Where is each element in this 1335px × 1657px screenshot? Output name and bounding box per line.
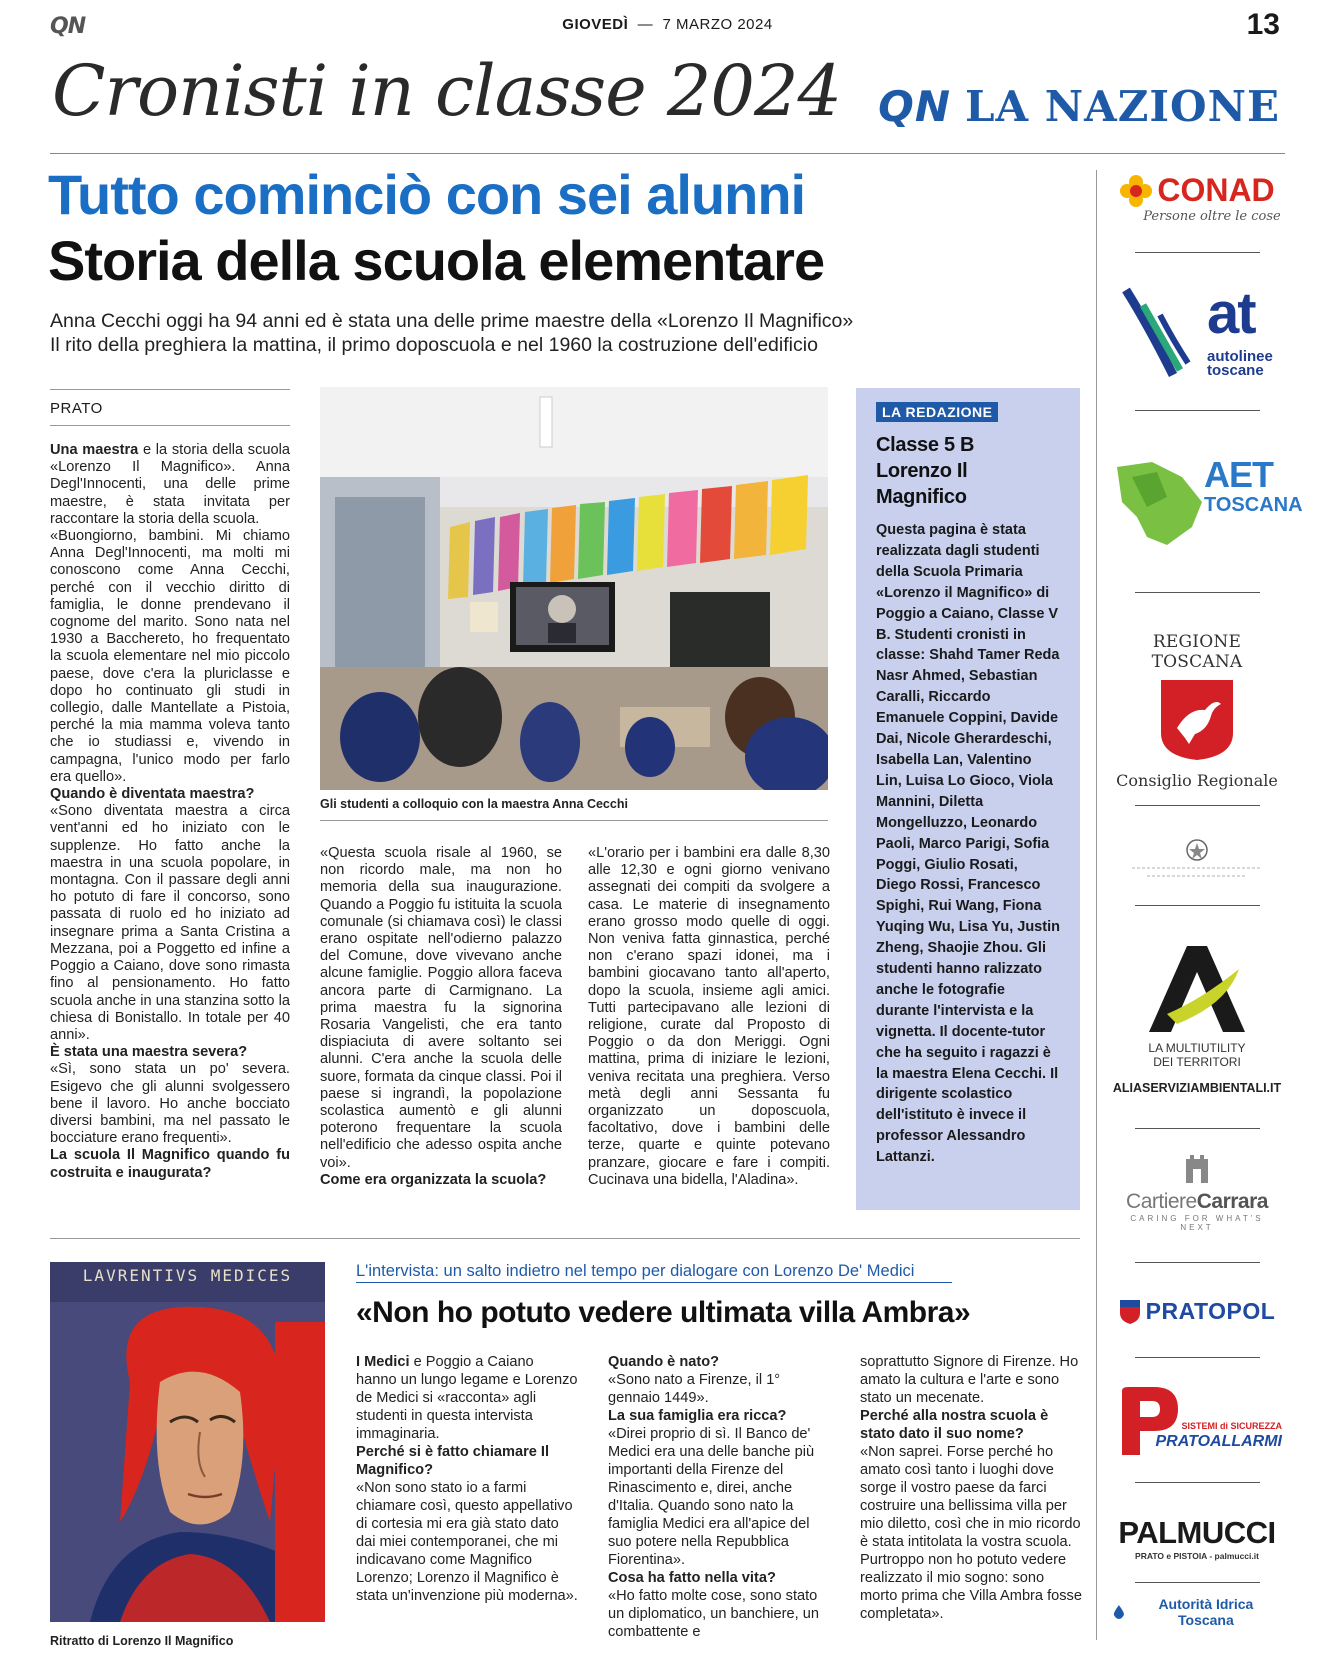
sponsor-separator [1135,1128,1260,1129]
palmucci-wordmark: PALMUCCI [1118,1515,1276,1550]
sponsor-separator [1135,410,1260,411]
question [50,1147,290,1181]
alia-website: ALIASERVIZIAMBIENTALI.IT [1112,1081,1282,1095]
section-divider [50,1238,1080,1239]
question-text: La scuola Il Magnifico quando fu costruita e inaugurata? [50,1147,290,1181]
at-subtitle-1: autolinee [1207,348,1273,365]
portrait-drawing [50,1262,325,1622]
at-subtitle [1207,350,1273,378]
la-nazione-logo [878,82,1280,131]
pratoallarmi-wordmark: PRATOALLARMI [1155,1433,1282,1450]
article-column-1 [50,442,290,1182]
article-column-2 [320,845,562,1189]
question [50,1044,290,1061]
conad-flower-icon [1119,174,1153,208]
interview-column-3 [860,1353,1082,1623]
consiglio-wordmark: Consiglio Regionale [1116,771,1278,790]
at-stripes-icon [1118,285,1198,380]
question-text: Quando è diventata maestra? [50,786,255,803]
question [608,1569,836,1587]
regione-wordmark: REGIONE TOSCANA [1151,632,1243,672]
sponsor-separator [1135,1262,1260,1263]
aet-subtitle: TOSCANA [1204,494,1303,516]
question-text: Perché si è fatto chiamare Il Magnifico? [356,1444,550,1478]
caption-rule [320,820,828,821]
answer: «Questa scuola risale al 1960, se non ricordo male, ma non ho memoria della sua inaugurazione. Quando a Poggio fu istituita la scuola comunale (si chiamava così) le classi erano ospitate nell'odierno palazzo del Comune, dove vivevano anche alcune famiglie. Poggio allora faceva ancora parte di Carmignano. La prima maestra fu la signorina Rosaria Vangelisti, che era tanto dispiaciuta di avere soltanto sei alunni. C'era anche la scuola delle suore, formata da cinque classi. Poi il paese si ingrandì, la popolazione scolastica aumentò e gli alunni poterono frequentare la scuola nell'edificio che adesso ospita anche voi». [320,845,562,1171]
photo-caption: Gli studenti a colloquio con la maestra Anna Cecchi [320,797,628,811]
redazione-badge: LA REDAZIONE [876,402,998,422]
ministry-emblem [1112,838,1282,887]
dateline [0,16,1335,33]
interview-column-2 [608,1353,836,1641]
kicker-underline [356,1282,952,1283]
header-rule [50,153,1285,154]
answer: «Non saprei. Forse perché ho amato così tanto i luoghi dove sorge il vostro paese da farci costruire una bellissima villa per mio diletto, così che in mio ricordo è stata intitolata la vostra scuola. Purtroppo non ho potuto vedere realizzato il mio sogno: sono morto prima che Villa Ambra fosse completata». [860,1444,1082,1622]
answer: «Sono diventata maestra a circa vent'anni ed ho iniziato con le supplenze. Ho fatto anche la maestra in una scuola popolare, in montagna. Con il passare degli anni ho potuto di fare il concorso, sono passata di ruolo ed ho iniziato ad insegnare prima a Santa Cristina a Mezzana, poi a Poggetto ed infine a Poggio a Caiano, dove sono rimasta fino al pensionamento. Ho fatto scuola anche in una stanzina sotto la chiesa di Bonistallo. In totale per 40 anni». [50,803,290,1043]
deck-line-1: Anna Cecchi oggi ha 94 anni ed è stata una delle prime maestre della «Lorenzo Il Magnifico» [50,310,854,332]
deck-line-2: Il rito della preghiera la mattina, il primo doposcuola e nel 1960 la costruzione dell'edificio [50,334,818,356]
day-label: GIOVEDÌ [562,16,629,33]
paragraph [356,1353,578,1443]
headline-1: Tutto cominciò con sei alunni [48,163,806,226]
tuscany-map-icon [1112,457,1212,547]
pratopol-shield-icon [1119,1299,1141,1325]
carrara-word: Carrara [1196,1190,1268,1213]
text: e Poggio a Caiano hanno un lungo legame e Lorenzo de Medici si «racconta» agli studenti in questa intervista immaginaria. [356,1354,578,1442]
answer: «Direi proprio di sì. Il Banco de' Medici era una delle banche più importanti della Firenze del Rinascimento e, direi, anche d'Italia. Quando sono nato la famiglia Medici era all'apice del suo potere nella Repubblica Fiorentina». [608,1426,815,1568]
paragraph [50,442,290,528]
redazione-title-line-1: Classe 5 B [876,434,975,456]
portrait-label: LAVRENTIVS MEDICES [82,1266,293,1285]
text: e la storia della scuola «Lorenzo Il Magnifico». Anna Degl'Innocenti, una delle prime maestre, è stata invitata per raccontare la storia della scuola. [50,442,290,527]
question [860,1407,1082,1443]
sponsor-column-rule [1096,170,1097,1640]
answer: «Sono nato a Firenze, il 1° gennaio 1449». [608,1372,781,1406]
redazione-title [876,432,1060,510]
aet-toscana-logo [1112,452,1303,552]
cartiere-carrara-logo [1112,1155,1282,1232]
dash: — [632,16,663,33]
autorita-wordmark: Autorità Idrica Toscana [1158,1596,1254,1628]
qn-small-logo: QN [50,14,86,39]
sponsor-separator [1135,1357,1260,1358]
article-dateline: PRATO [50,400,103,417]
pratoallarmi-tagline: SISTEMI di SICUREZZA [1181,1421,1282,1431]
alia-tagline [1112,1041,1282,1069]
interview-kicker: L'intervista: un salto indietro nel tempo per dialogare con Lorenzo De' Medici [356,1262,915,1280]
lead-in: I Medici [356,1354,410,1370]
col1-top-rule [50,389,290,390]
question [356,1443,578,1479]
palmucci-logo [1112,1515,1282,1561]
alia-a-icon [1147,944,1247,1034]
headline-2: Storia della scuola elementare [48,229,825,292]
answer: soprattutto Signore di Firenze. Ho amato la cultura e l'arte e sono stato un mecenate. [860,1354,1079,1406]
question [320,1172,562,1189]
question [608,1353,836,1371]
classroom-illustration [320,387,828,790]
interview-headline: «Non ho potuto vedere ultimata villa Ambra» [356,1296,971,1329]
redazione-box [856,388,1080,1210]
date-label: 7 MARZO 2024 [662,16,773,33]
interview-column-1 [356,1353,578,1605]
cartiere-wordmark [1112,1190,1282,1214]
redazione-title-line-2: Lorenzo Il Magnifico [876,460,968,508]
classroom-photo [320,387,828,790]
aet-wordmark: AET [1204,454,1273,495]
answer: «Sì, sono stata un po' severa. Esigevo che gli alunni svolgessero bene il lavoro. Ho anche bocciato diversi bambini, ma nel passato le bocciature erano frequenti». [50,1061,290,1147]
lorenzo-portrait [50,1262,325,1622]
pegasus-shield-icon [1159,678,1235,762]
autolinee-toscane-logo [1112,280,1282,380]
water-drop-icon [1112,1604,1126,1620]
pratopol-wordmark: PRATOPOL [1145,1298,1276,1324]
conad-wordmark: CONAD [1157,172,1275,208]
sponsor-separator [1135,805,1260,806]
question-text: Come era organizzata la scuola? [320,1171,547,1188]
portrait-caption: Ritratto di Lorenzo Il Magnifico [50,1634,234,1648]
la-nazione-wordmark: LA NAZIONE [964,82,1280,131]
sponsor-separator [1135,1482,1260,1483]
cartiere-tagline: CARING FOR WHAT'S NEXT [1130,1214,1264,1232]
page-number: 13 [1246,8,1280,41]
autorita-idrica-logo [1112,1596,1282,1628]
question-text: Perché alla nostra scuola è stato dato il suo nome? [860,1408,1049,1442]
article-column-3 [588,845,830,1189]
italian-republic-emblem-icon [1122,838,1272,882]
cartiere-tower-icon [1180,1155,1214,1185]
conad-tagline: Persone oltre le cose [1143,209,1281,224]
answer: «Non sono stato io a farmi chiamare così, questo appellativo di cortesia mi era già stato dato dai miei contemporanei, che mi indicavano come Magnifico Lorenzo; Lorenzo il Magnifico è stata un'invenzione più moderna». [356,1480,578,1604]
answer: «L'orario per i bambini era dalle 8,30 alle 12,30 e ogni giorno venivano assegnati dei compiti da svolgere a casa. Le materie di insegnamento erano grosso modo quelle di oggi. Non veniva fatta ginnastica, perché non c'erano spazi idonei, ma i bambini giocavano tanto all'aperto, dopo la scuola, insieme agli amici. Tutti partecipavano alle lezioni di religione, curate dal Proposto di Poggio o da don Meriggi. Ogni mattina, prima di iniziare le lezioni, veniva recitata una preghiera. Verso metà degli anni Sessanta fu organizzato un doposcuola, facoltativo, dove i bambini delle terze, quarte e quinte potevano pranzare, giocare e fare i compiti. Cucinava una bidella, l'Aladina». [588,845,830,1188]
qn-logo: QN [878,82,951,131]
at-subtitle-2: toscane [1207,362,1264,379]
palmucci-tagline: PRATO e PISTOIA - palmucci.it [1135,1551,1259,1561]
redazione-text: Questa pagina è stata realizzata dagli studenti della Scuola Primaria «Lorenzo il Magnifico» di Poggio a Caiano, Classe V B. Studenti cronisti in classe: Shahd Tamer Reda Nasr Ahmed, Sebastian Caralli, Riccardo Emanuele Coppini, Davide Dai, Nicole Gherardeschi, Isabella Lan, Valentino Lin, Luisa Lo Gioco, Viola Mannini, Diletta Mongelluzzo, Leonardo Paoli, Marco Parigi, Sofia Poggi, Giulio Rosati, Diego Rossi, Francesco Spighi, Rui Wang, Fiona Yuqing Wu, Lisa Yu, Justin Zheng, Shaojie Zhou. Gli studenti hanno ralizzato anche le fotografie durante l'intervista e la vignetta. Il docente-tutor che ha seguito i ragazzi è la maestra Elena Cecchi. Il dirigente scolastico dell'istituto è invece il professor Alessandro Lattanzi. [876,522,1060,1166]
question-text: Cosa ha fatto nella vita? [608,1570,776,1586]
alia-tagline-1: LA MULTIUTILITY [1148,1041,1246,1055]
section-title: Cronisti in classe 2024 [52,50,842,132]
conad-logo [1112,172,1282,224]
question [50,786,290,803]
question-text: È stata una maestra severa? [50,1044,248,1061]
col1-dateline-rule [50,425,290,426]
alia-tagline-2: DEI TERRITORI [1153,1055,1241,1069]
alia-logo [1112,944,1282,1095]
sponsor-separator [1135,592,1260,593]
lead-in: Una maestra [50,442,139,458]
question-text: Quando è nato? [608,1354,720,1370]
question-text: La sua famiglia era ricca? [608,1408,787,1424]
sponsor-separator [1135,252,1260,253]
cartiere-word: Cartiere [1126,1190,1197,1213]
question [608,1407,836,1425]
sponsor-separator [1135,905,1260,906]
answer: «Ho fatto molte cose, sono stato un diplomatico, un banchiere, un combattente e [608,1588,819,1640]
paragraph: «Buongiorno, bambini. Mi chiamo Anna Degl'Innocenti, ma molti mi conoscono come Anna Cecchi, perché con il vecchio diritto di famiglia, le donne prendevano il cognome del marito. Sono nata nel 1930 a Bacchereto, ho frequentato la scuola elementare nel mio piccolo paese, dove c'era la pluriclasse e dopo ho continuato gli studi in collegio, dalle Mantellate a Pistoia, perché la mia mamma voleva tanto che io studiassi e, vivendo in campagna, l'unico modo per farlo era quello». [50,528,290,785]
sponsor-separator [1135,1582,1260,1583]
pratoallarmi-logo [1112,1385,1282,1465]
regione-toscana-logo [1112,632,1282,790]
pratopol-logo [1112,1298,1282,1325]
at-wordmark: at [1207,281,1255,346]
